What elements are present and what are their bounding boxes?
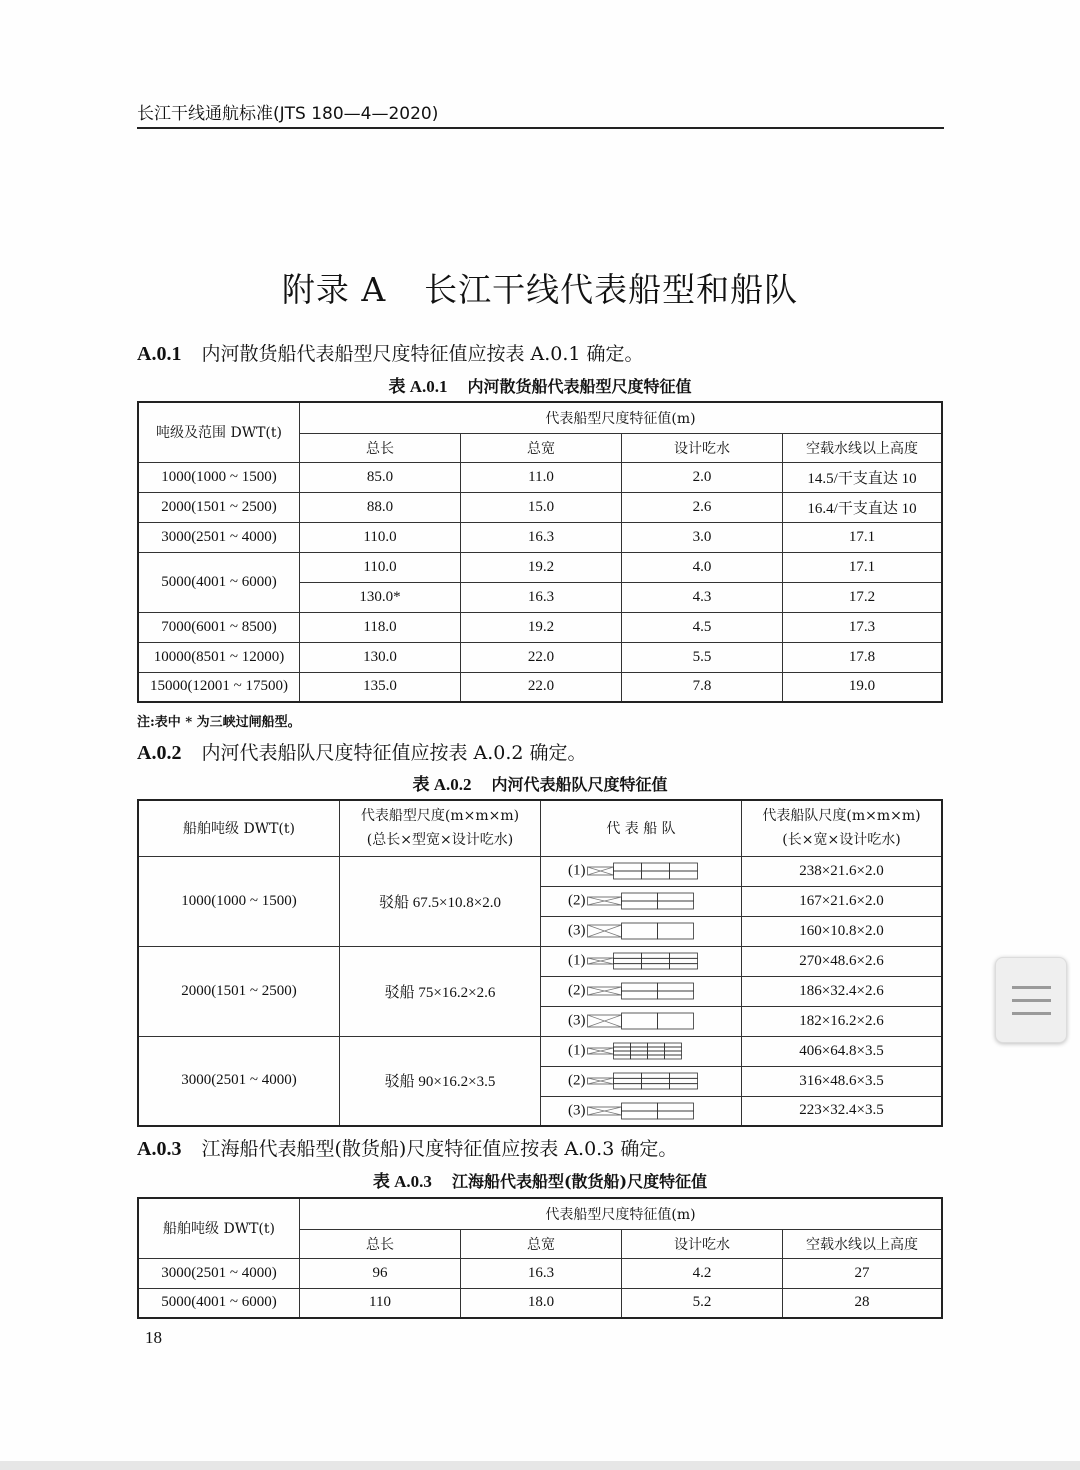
cell-width: 16.3 bbox=[461, 582, 622, 612]
fleet-diagram bbox=[587, 952, 700, 970]
header-air-draft: 空载水线以上高度 bbox=[783, 433, 943, 462]
cell-air-draft: 17.2 bbox=[783, 582, 943, 612]
cell-width: 18.0 bbox=[461, 1288, 622, 1318]
barge bbox=[630, 1055, 647, 1059]
barge bbox=[613, 1084, 641, 1089]
cell-air-draft: 17.1 bbox=[783, 552, 943, 582]
header-tonnage: 吨级及范围 DWT(t) bbox=[138, 402, 300, 462]
table-a01 bbox=[137, 401, 943, 703]
clause-text: 江海船代表船型(散货船)尺度特征值应按表 A.0.3 确定。 bbox=[201, 1138, 678, 1160]
cell-draft: 4.0 bbox=[622, 552, 783, 582]
table-number: 表 A.0.2 bbox=[412, 775, 472, 794]
barge bbox=[657, 901, 693, 909]
header-fleet-size-line1: 代表船队尺度(m×m×m) bbox=[762, 808, 921, 825]
cell-fleet-size: 406×64.8×3.5 bbox=[742, 1036, 943, 1066]
barge bbox=[647, 1047, 664, 1051]
cell-fleet-size: 238×21.6×2.0 bbox=[742, 856, 943, 886]
cell-tonnage: 3000(2501 ~ 4000) bbox=[138, 1036, 340, 1126]
cell-length: 110 bbox=[300, 1288, 461, 1318]
appendix-label: 附录 A bbox=[281, 270, 387, 309]
cell-tonnage: 7000(6001 ~ 8500) bbox=[138, 612, 300, 642]
cell-length: 96 bbox=[300, 1258, 461, 1288]
cell-fleet-size: 182×16.2×2.6 bbox=[742, 1006, 943, 1036]
cell-draft: 2.6 bbox=[622, 492, 783, 522]
cell-width: 11.0 bbox=[461, 462, 622, 492]
cell-air-draft: 16.4/干支直达 10 bbox=[783, 492, 943, 522]
fleet-label: (2) bbox=[568, 982, 586, 999]
barge bbox=[641, 863, 669, 871]
header-length: 总长 bbox=[300, 1229, 461, 1258]
table-row bbox=[138, 492, 942, 522]
cell-air-draft: 17.1 bbox=[783, 522, 943, 552]
fleet-diagram bbox=[587, 862, 700, 880]
cell-length: 110.0 bbox=[300, 522, 461, 552]
barge bbox=[669, 871, 697, 879]
barge bbox=[657, 893, 693, 901]
barge bbox=[613, 953, 641, 958]
barge bbox=[664, 1043, 681, 1047]
cell-draft: 4.2 bbox=[622, 1258, 783, 1288]
barge bbox=[647, 1055, 664, 1059]
barge bbox=[641, 1073, 669, 1078]
barge bbox=[641, 1078, 669, 1083]
table-title: 内河代表船队尺度特征值 bbox=[491, 775, 668, 794]
document-menu-button[interactable] bbox=[995, 957, 1067, 1043]
cell-tonnage: 2000(1501 ~ 2500) bbox=[138, 492, 300, 522]
header-length: 总长 bbox=[300, 433, 461, 462]
appendix-title bbox=[0, 264, 1080, 311]
fleet-label: (1) bbox=[568, 862, 586, 879]
cell-length: 130.0* bbox=[300, 582, 461, 612]
barge bbox=[621, 1103, 657, 1111]
fleet-diagram bbox=[587, 922, 696, 940]
table-row bbox=[138, 612, 942, 642]
cell-length: 110.0 bbox=[300, 552, 461, 582]
cell-length: 118.0 bbox=[300, 612, 461, 642]
cell-fleet bbox=[541, 976, 742, 1006]
barge bbox=[621, 901, 657, 909]
barge bbox=[613, 1078, 641, 1083]
clause-a02 bbox=[137, 738, 587, 765]
clause-a03 bbox=[137, 1134, 677, 1161]
header-draft: 设计吃水 bbox=[622, 1229, 783, 1258]
barge bbox=[669, 863, 697, 871]
fleet-label: (3) bbox=[568, 922, 586, 939]
cell-fleet bbox=[541, 916, 742, 946]
fleet-diagram bbox=[587, 1012, 696, 1030]
barge bbox=[613, 958, 641, 963]
table-caption-a03 bbox=[0, 1167, 1080, 1192]
cell-tonnage: 3000(2501 ~ 4000) bbox=[138, 522, 300, 552]
barge bbox=[641, 958, 669, 963]
header-ship-size-line1: 代表船型尺度(m×m×m) bbox=[360, 808, 520, 825]
barge bbox=[669, 958, 697, 963]
cell-ship-size: 驳船 67.5×10.8×2.0 bbox=[340, 856, 541, 946]
cell-fleet-size: 186×32.4×2.6 bbox=[742, 976, 943, 1006]
running-header: 长江干线通航标准(JTS 180—4—2020) bbox=[137, 104, 439, 124]
cell-tonnage: 15000(12001 ~ 17500) bbox=[138, 672, 300, 702]
barge bbox=[621, 1111, 657, 1119]
header-fleet: 代 表 船 队 bbox=[541, 800, 742, 856]
barge bbox=[669, 1078, 697, 1083]
fleet-label: (2) bbox=[568, 892, 586, 909]
barge bbox=[664, 1051, 681, 1055]
clause-text: 内河散货船代表船型尺度特征值应按表 A.0.1 确定。 bbox=[201, 343, 644, 365]
clause-text: 内河代表船队尺度特征值应按表 A.0.2 确定。 bbox=[201, 742, 587, 764]
table-row bbox=[138, 946, 942, 976]
cell-width: 22.0 bbox=[461, 672, 622, 702]
clause-number: A.0.2 bbox=[137, 742, 182, 764]
barge bbox=[657, 991, 693, 999]
barge bbox=[613, 964, 641, 969]
barge bbox=[630, 1047, 647, 1051]
cell-width: 19.2 bbox=[461, 552, 622, 582]
barge bbox=[641, 964, 669, 969]
table-row bbox=[138, 642, 942, 672]
cell-air-draft: 27 bbox=[783, 1258, 943, 1288]
appendix-title-text: 长江干线代表船型和船队 bbox=[424, 270, 799, 309]
cell-air-draft: 14.5/干支直达 10 bbox=[783, 462, 943, 492]
cell-fleet bbox=[541, 946, 742, 976]
barge bbox=[664, 1055, 681, 1059]
barge bbox=[641, 953, 669, 958]
table-row bbox=[138, 552, 942, 582]
cell-ship-size: 驳船 75×16.2×2.6 bbox=[340, 946, 541, 1036]
cell-fleet bbox=[541, 1096, 742, 1126]
cell-fleet bbox=[541, 1036, 742, 1066]
barge bbox=[613, 1051, 630, 1055]
cell-length: 135.0 bbox=[300, 672, 461, 702]
barge bbox=[669, 1073, 697, 1078]
barge bbox=[657, 983, 693, 991]
cell-width: 22.0 bbox=[461, 642, 622, 672]
header-ship-size bbox=[340, 800, 541, 856]
barge bbox=[613, 1047, 630, 1051]
barge bbox=[613, 1073, 641, 1078]
barge bbox=[621, 1013, 657, 1029]
cell-fleet-size: 223×32.4×3.5 bbox=[742, 1096, 943, 1126]
header-fleet-size bbox=[742, 800, 943, 856]
header-air-draft: 空载水线以上高度 bbox=[783, 1229, 943, 1258]
fleet-label: (3) bbox=[568, 1012, 586, 1029]
barge bbox=[669, 1084, 697, 1089]
header-ship-size-line2: (总长×型宽×设计吃水) bbox=[366, 832, 514, 849]
fleet-diagram bbox=[587, 1042, 684, 1060]
header-group: 代表船型尺度特征值(m) bbox=[300, 1198, 943, 1229]
header-tonnage: 船舶吨级 DWT(t) bbox=[138, 1198, 300, 1258]
cell-width: 16.3 bbox=[461, 522, 622, 552]
cell-draft: 5.5 bbox=[622, 642, 783, 672]
clause-number: A.0.1 bbox=[137, 343, 182, 365]
fleet-label: (1) bbox=[568, 952, 586, 969]
fleet-diagram bbox=[587, 1102, 696, 1120]
cell-air-draft: 19.0 bbox=[783, 672, 943, 702]
table-row bbox=[138, 672, 942, 702]
barge bbox=[669, 953, 697, 958]
cell-tonnage: 1000(1000 ~ 1500) bbox=[138, 856, 340, 946]
cell-tonnage: 1000(1000 ~ 1500) bbox=[138, 462, 300, 492]
barge bbox=[613, 1043, 630, 1047]
header-rule bbox=[137, 127, 944, 129]
cell-draft: 5.2 bbox=[622, 1288, 783, 1318]
clause-number: A.0.3 bbox=[137, 1138, 182, 1160]
cell-width: 19.2 bbox=[461, 612, 622, 642]
cell-ship-size: 驳船 90×16.2×3.5 bbox=[340, 1036, 541, 1126]
cell-fleet bbox=[541, 1066, 742, 1096]
barge bbox=[630, 1043, 647, 1047]
barge bbox=[630, 1051, 647, 1055]
table-title: 内河散货船代表船型尺度特征值 bbox=[467, 377, 692, 396]
fleet-diagram bbox=[587, 982, 696, 1000]
table-title: 江海船代表船型(散货船)尺度特征值 bbox=[451, 1172, 708, 1191]
barge bbox=[621, 991, 657, 999]
barge bbox=[641, 871, 669, 879]
cell-air-draft: 17.3 bbox=[783, 612, 943, 642]
cell-tonnage: 5000(4001 ~ 6000) bbox=[138, 552, 300, 612]
cell-fleet bbox=[541, 1006, 742, 1036]
header-width: 总宽 bbox=[461, 1229, 622, 1258]
barge bbox=[669, 964, 697, 969]
barge bbox=[621, 983, 657, 991]
header-draft: 设计吃水 bbox=[622, 433, 783, 462]
barge bbox=[613, 871, 641, 879]
cell-draft: 4.5 bbox=[622, 612, 783, 642]
cell-fleet-size: 270×48.6×2.6 bbox=[742, 946, 943, 976]
header-group: 代表船型尺度特征值(m) bbox=[300, 402, 943, 433]
cell-draft: 7.8 bbox=[622, 672, 783, 702]
cell-draft: 2.0 bbox=[622, 462, 783, 492]
barge bbox=[657, 1103, 693, 1111]
table-note: 注:表中 * 为三峡过闸船型。 bbox=[137, 715, 301, 730]
cell-draft: 3.0 bbox=[622, 522, 783, 552]
cell-length: 85.0 bbox=[300, 462, 461, 492]
table-number: 表 A.0.3 bbox=[372, 1172, 432, 1191]
cell-fleet-size: 160×10.8×2.0 bbox=[742, 916, 943, 946]
table-row bbox=[138, 1288, 942, 1318]
table-row bbox=[138, 462, 942, 492]
fleet-diagram bbox=[587, 1072, 700, 1090]
page-number: 18 bbox=[145, 1328, 162, 1347]
fleet-label: (3) bbox=[568, 1102, 586, 1119]
clause-a01 bbox=[137, 339, 644, 366]
cell-draft: 4.3 bbox=[622, 582, 783, 612]
cell-length: 88.0 bbox=[300, 492, 461, 522]
cell-air-draft: 28 bbox=[783, 1288, 943, 1318]
fleet-label: (1) bbox=[568, 1042, 586, 1059]
barge bbox=[641, 1084, 669, 1089]
barge bbox=[657, 923, 693, 939]
barge bbox=[664, 1047, 681, 1051]
header-tonnage: 船舶吨级 DWT(t) bbox=[138, 800, 340, 856]
cell-air-draft: 17.8 bbox=[783, 642, 943, 672]
header-width: 总宽 bbox=[461, 433, 622, 462]
fleet-label: (2) bbox=[568, 1072, 586, 1089]
cell-tonnage: 2000(1501 ~ 2500) bbox=[138, 946, 340, 1036]
cell-length: 130.0 bbox=[300, 642, 461, 672]
table-row bbox=[138, 1258, 942, 1288]
cell-fleet-size: 316×48.6×3.5 bbox=[742, 1066, 943, 1096]
barge bbox=[613, 863, 641, 871]
cell-width: 16.3 bbox=[461, 1258, 622, 1288]
cell-tonnage: 3000(2501 ~ 4000) bbox=[138, 1258, 300, 1288]
barge bbox=[647, 1051, 664, 1055]
table-row bbox=[138, 1036, 942, 1066]
table-a02 bbox=[137, 799, 943, 1127]
cell-fleet-size: 167×21.6×2.0 bbox=[742, 886, 943, 916]
fleet-diagram bbox=[587, 892, 696, 910]
barge bbox=[621, 923, 657, 939]
table-a03 bbox=[137, 1197, 943, 1319]
barge bbox=[647, 1043, 664, 1047]
cell-fleet bbox=[541, 886, 742, 916]
header-fleet-size-line2: (长×宽×设计吃水) bbox=[782, 832, 901, 849]
table-caption-a02 bbox=[0, 770, 1080, 795]
barge bbox=[613, 1055, 630, 1059]
barge bbox=[657, 1013, 693, 1029]
table-caption-a01 bbox=[0, 372, 1080, 397]
table-row bbox=[138, 522, 942, 552]
cell-width: 15.0 bbox=[461, 492, 622, 522]
table-row bbox=[138, 856, 942, 886]
barge bbox=[621, 893, 657, 901]
bottom-bar bbox=[0, 1461, 1080, 1470]
barge bbox=[657, 1111, 693, 1119]
cell-fleet bbox=[541, 856, 742, 886]
table-number: 表 A.0.1 bbox=[388, 377, 448, 396]
cell-tonnage: 5000(4001 ~ 6000) bbox=[138, 1288, 300, 1318]
cell-tonnage: 10000(8501 ~ 12000) bbox=[138, 642, 300, 672]
